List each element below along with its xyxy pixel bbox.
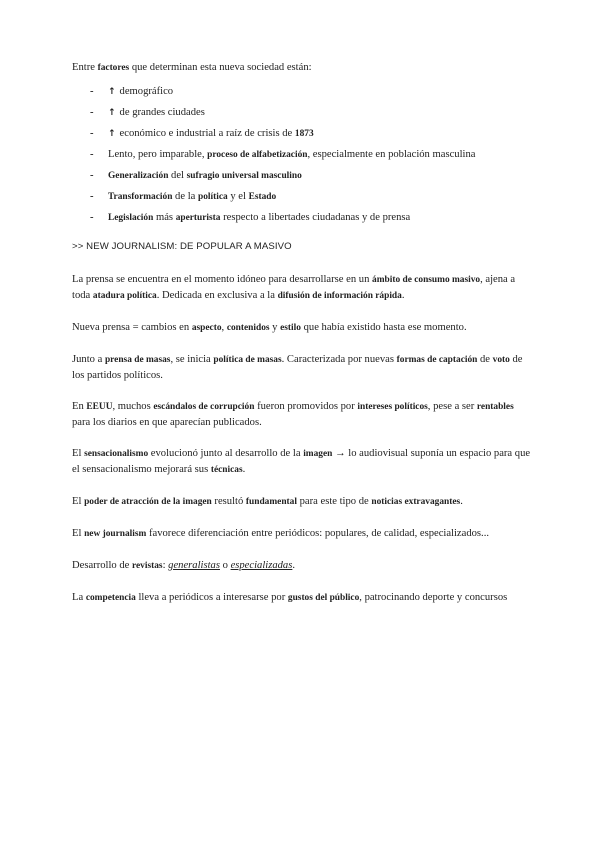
factors-list [72,84,532,226]
paragraph: Nueva prensa = cambios en aspecto, contenidos y estilo que había existido hasta ese momento. [72,322,467,333]
list-item: - Lento, pero imparable, proceso de alfabetización, especialmente en población masculina [90,149,476,160]
intro-paragraph: Entre factores que determinan esta nueva sociedad están: [72,62,312,73]
paragraph: La competencia lleva a periódicos a interesarse por gustos del público, patrocinando deporte y concursos [72,592,508,603]
list-item: - Legislación más aperturista respecto a libertades ciudadanas y de prensa [90,212,411,223]
paragraph: Junto a prensa de masas, se inicia política de masas. Caracterizada por nuevas formas de captación de voto de los partidos políticos. [72,354,523,381]
up-arrow-icon: ↑ [108,108,116,118]
up-arrow-icon: ↑ [108,129,116,139]
list-item: - Transformación de la política y el Estado [90,191,277,202]
up-arrow-icon: ↑ [108,87,116,97]
list-item: - ↑ de grandes ciudades [90,107,205,118]
list-item: - ↑ económico e industrial a raíz de crisis de 1873 [90,128,314,139]
paragraph: La prensa se encuentra en el momento idóneo para desarrollarse en un ámbito de consumo masivo, ajena a toda atadura política. Dedicada en exclusiva a la difusión de información rápida. [72,274,516,301]
list-item: - Generalización del sufragio universal masculino [90,170,302,181]
paragraph: Desarrollo de revistas: generalistas o especializadas. [72,560,296,571]
section-heading: >> NEW JOURNALISM: DE POPULAR A MASIVO [72,241,292,252]
paragraph: El poder de atracción de la imagen resultó fundamental para este tipo de noticias extravagantes. [72,496,463,507]
paragraph: El sensacionalismo evolucionó junto al desarrollo de la imagen → lo audiovisual suponía un espacio para que el sensacionalismo mejorará sus técnicas. [72,448,531,475]
paragraph: El new journalism favorece diferenciación entre periódicos: populares, de calidad, especializados... [72,528,489,539]
paragraph: En EEUU, muchos escándalos de corrupción fueron promovidos por intereses políticos, pese a ser rentables para los diarios en que aparecían publicados. [72,401,514,428]
document-page [72,60,532,622]
list-item: - ↑ demográfico [90,86,174,97]
